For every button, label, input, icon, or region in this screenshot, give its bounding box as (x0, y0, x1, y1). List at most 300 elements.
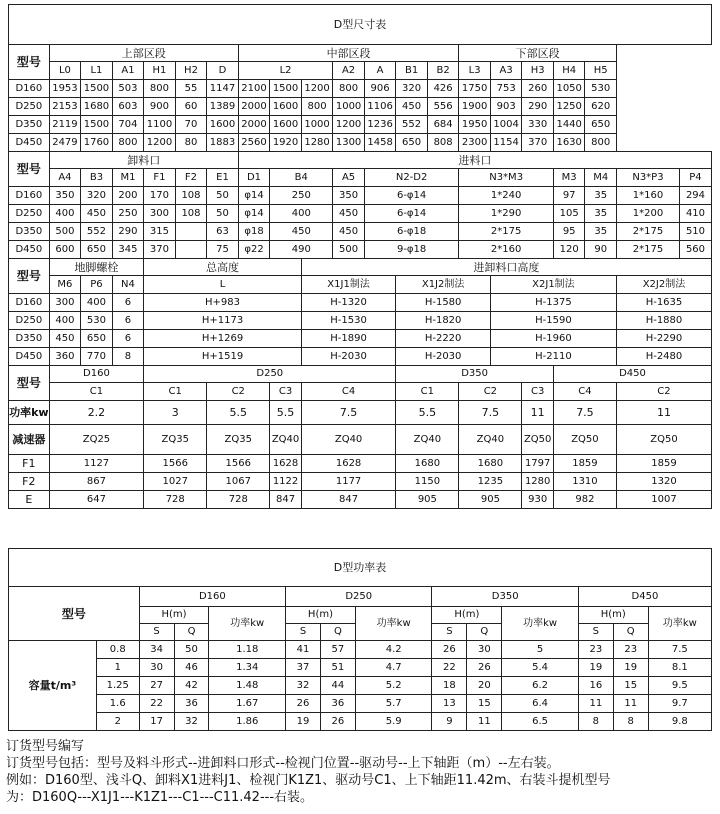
table-cell: 728 (144, 491, 207, 509)
column-header: N3*P3 (616, 169, 679, 187)
model-header: D350 (432, 587, 578, 607)
table-cell: 400 (49, 312, 81, 330)
table-cell: φ18 (238, 223, 270, 241)
column-header: L1 (81, 62, 113, 80)
table-cell (175, 223, 207, 241)
table-cell: H-1590 (490, 312, 616, 330)
column-header: L3 (459, 62, 491, 80)
table-cell: H+1173 (144, 312, 302, 330)
table-row (9, 205, 712, 223)
model-name: D350 (9, 116, 50, 134)
column-header: B3 (81, 169, 113, 187)
table-cell: 410 (679, 205, 711, 223)
table-cell: 19 (613, 659, 648, 677)
table-cell: 18 (432, 677, 467, 695)
table-cell: H-1530 (301, 312, 396, 330)
table-cell: 8 (112, 348, 144, 366)
table-cell: 26 (320, 713, 355, 731)
table-cell: 8.1 (648, 659, 711, 677)
table-cell: 51 (320, 659, 355, 677)
drive-code: C4 (301, 383, 396, 401)
table-cell: H-1820 (396, 312, 491, 330)
title-row (9, 549, 712, 587)
table-cell: 867 (49, 473, 144, 491)
table-cell: 1004 (490, 116, 522, 134)
column-header: B4 (270, 169, 333, 187)
capacity-value: 1.25 (96, 677, 139, 695)
table-cell: 800 (112, 134, 144, 152)
table-cell: 1440 (553, 116, 585, 134)
column-header: H4 (553, 62, 585, 80)
table-row (9, 330, 712, 348)
title-row (9, 5, 712, 45)
table-cell: 5 (502, 641, 579, 659)
q-header: Q (320, 624, 355, 641)
table-cell: H-1375 (490, 294, 616, 312)
model-header: D250 (286, 587, 432, 607)
drive-code: C4 (553, 383, 616, 401)
table-cell: 294 (679, 187, 711, 205)
table-cell: 3 (144, 401, 207, 425)
q-header: Q (174, 624, 209, 641)
table-cell: 6 (112, 330, 144, 348)
table-cell: 450 (81, 205, 113, 223)
order-notes (6, 738, 718, 806)
table-cell: 1320 (616, 473, 711, 491)
column-header: X2J2制法 (616, 276, 711, 294)
table-cell: 1*240 (459, 187, 554, 205)
table-cell: 1200 (144, 134, 176, 152)
table-cell: 30 (139, 659, 174, 677)
empty-cell (616, 134, 711, 152)
model-label: 型号 (9, 366, 50, 401)
table-cell: 1280 (301, 134, 333, 152)
table-cell: H-1890 (301, 330, 396, 348)
column-header: M6 (49, 276, 81, 294)
table-cell: 1500 (270, 80, 302, 98)
table-cell: 450 (333, 223, 365, 241)
drive-row-label: 功率kw (9, 401, 50, 425)
column-header: D (207, 62, 239, 80)
table-cell: 847 (270, 491, 302, 509)
table-cell: 1859 (616, 455, 711, 473)
h-header: H(m) (432, 607, 502, 624)
table-cell: 23 (578, 641, 613, 659)
table-cell: 6.2 (502, 677, 579, 695)
middle-section-header: 中部区段 (238, 45, 459, 62)
table-row (9, 294, 712, 312)
table-cell: H-2480 (616, 348, 711, 366)
table-cell: 170 (144, 187, 176, 205)
table-cell: 1.18 (209, 641, 286, 659)
table-cell: 1680 (459, 455, 522, 473)
drive-code: C2 (459, 383, 522, 401)
table-row (9, 80, 712, 98)
model-name: D160 (9, 80, 50, 98)
table-cell: 42 (174, 677, 209, 695)
table-cell: 1630 (553, 134, 585, 152)
total-height-header: 总高度 (144, 259, 302, 276)
table-cell: 8 (578, 713, 613, 731)
table-cell: 300 (49, 294, 81, 312)
table-cell: 1106 (364, 98, 396, 116)
h-header: H(m) (578, 607, 648, 624)
table-cell: 1280 (522, 473, 554, 491)
size-table (8, 4, 712, 509)
table-row (9, 383, 712, 401)
table-cell: 2000 (238, 98, 270, 116)
table-cell: 1600 (270, 98, 302, 116)
table-cell: 370 (144, 241, 176, 259)
table-row (9, 491, 712, 509)
power-table (8, 548, 712, 731)
table-cell: 5.9 (355, 713, 432, 731)
table-cell: 2000 (238, 116, 270, 134)
table-cell: 2*160 (459, 241, 554, 259)
table-cell: 37 (286, 659, 321, 677)
table-cell: 620 (585, 98, 617, 116)
table-cell: 7.5 (459, 401, 522, 425)
table-cell: H+1519 (144, 348, 302, 366)
table-row (9, 312, 712, 330)
table-cell: 11 (522, 401, 554, 425)
table-cell: 120 (553, 241, 585, 259)
table-cell: 1236 (364, 116, 396, 134)
table-cell: ZQ50 (553, 425, 616, 455)
table-cell: 1067 (207, 473, 270, 491)
table-cell: 1859 (553, 455, 616, 473)
discharge-header: 卸料口 (49, 152, 238, 169)
table-cell: 684 (427, 116, 459, 134)
column-header: M4 (585, 169, 617, 187)
table-cell: 2.2 (49, 401, 144, 425)
table-cell: 6.5 (502, 713, 579, 731)
s-header: S (578, 624, 613, 641)
table-cell: 2*175 (616, 223, 679, 241)
capacity-value: 2 (96, 713, 139, 731)
table-cell: 2119 (49, 116, 81, 134)
table-cell: 15 (613, 677, 648, 695)
table-cell: ZQ40 (459, 425, 522, 455)
column-header: B2 (427, 62, 459, 80)
table-cell: 20 (467, 677, 502, 695)
table-cell: ZQ25 (49, 425, 144, 455)
column-header: A4 (49, 169, 81, 187)
table-cell: ZQ50 (616, 425, 711, 455)
column-header: L (144, 276, 302, 294)
table-row (9, 187, 712, 205)
table-cell: 1127 (49, 455, 144, 473)
table-cell: 400 (81, 294, 113, 312)
table-cell: 770 (81, 348, 113, 366)
table-cell: 7.5 (648, 641, 711, 659)
table-cell: 1628 (301, 455, 396, 473)
table-cell: φ22 (238, 241, 270, 259)
table-cell: 41 (286, 641, 321, 659)
drive-row-label: 减速器 (9, 425, 50, 455)
table-row (9, 276, 712, 294)
table-cell: 32 (286, 677, 321, 695)
table-cell: 80 (175, 134, 207, 152)
drive-model-header: D350 (396, 366, 554, 383)
table-cell: 6-φ18 (364, 223, 459, 241)
table-cell: 560 (679, 241, 711, 259)
anchor-bolt-header: 地脚螺栓 (49, 259, 144, 276)
table-cell: 1154 (490, 134, 522, 152)
table-cell: 9.8 (648, 713, 711, 731)
table-cell: 982 (553, 491, 616, 509)
table-cell: 63 (207, 223, 239, 241)
table-cell: 200 (112, 187, 144, 205)
model-name: D350 (9, 223, 50, 241)
table-cell: 1122 (270, 473, 302, 491)
table-row (9, 695, 712, 713)
table-cell: 800 (333, 80, 365, 98)
table-cell: 250 (112, 205, 144, 223)
power-header: 功率kw (502, 607, 579, 641)
table-cell: φ14 (238, 187, 270, 205)
table-cell: H-2030 (301, 348, 396, 366)
table-cell: 97 (553, 187, 585, 205)
table-cell: 650 (81, 330, 113, 348)
table-cell: 50 (174, 641, 209, 659)
column-header: N4 (112, 276, 144, 294)
table-cell: 647 (49, 491, 144, 509)
table-cell: 2100 (238, 80, 270, 98)
size-table-title: D型尺寸表 (9, 5, 712, 45)
table-row (9, 152, 712, 169)
table-cell: 1200 (301, 80, 333, 98)
empty-cell (616, 116, 711, 134)
power-table-title: D型功率表 (9, 549, 712, 587)
drive-code: C1 (396, 383, 459, 401)
table-cell: 400 (49, 205, 81, 223)
table-cell: 350 (49, 187, 81, 205)
table-cell: 1500 (81, 80, 113, 98)
table-cell: 753 (490, 80, 522, 98)
upper-section-header: 上部区段 (49, 45, 238, 62)
table-cell: 400 (270, 205, 333, 223)
table-cell: 44 (320, 677, 355, 695)
s-header: S (286, 624, 321, 641)
table-cell: 847 (301, 491, 396, 509)
table-cell: 450 (333, 205, 365, 223)
table-cell: 15 (467, 695, 502, 713)
table-cell: 1900 (459, 98, 491, 116)
table-cell: 1147 (207, 80, 239, 98)
table-cell: 250 (270, 187, 333, 205)
model-name: D450 (9, 348, 50, 366)
table-cell: 900 (144, 98, 176, 116)
column-header: B1 (396, 62, 428, 80)
table-cell: 5.5 (207, 401, 270, 425)
table-cell: 1628 (270, 455, 302, 473)
column-header: H5 (585, 62, 617, 80)
column-header: D1 (238, 169, 270, 187)
table-cell: 16 (578, 677, 613, 695)
table-cell: 450 (49, 330, 81, 348)
table-cell: ZQ40 (301, 425, 396, 455)
column-header: M1 (112, 169, 144, 187)
table-cell: 50 (207, 187, 239, 205)
model-label: 型号 (9, 259, 50, 294)
table-cell: 930 (522, 491, 554, 509)
table-cell: 34 (139, 641, 174, 659)
table-cell: ZQ35 (207, 425, 270, 455)
drive-row-label: F2 (9, 473, 50, 491)
table-cell: 1566 (144, 455, 207, 473)
table-cell: 1*290 (459, 205, 554, 223)
table-cell: 1600 (270, 116, 302, 134)
q-header: Q (467, 624, 502, 641)
table-cell: 9.5 (648, 677, 711, 695)
table-cell: 503 (112, 80, 144, 98)
column-header: F2 (175, 169, 207, 187)
drive-code: C1 (144, 383, 207, 401)
table-cell: H-1580 (396, 294, 491, 312)
table-cell: 19 (578, 659, 613, 677)
table-cell: 1000 (333, 98, 365, 116)
table-cell: 36 (320, 695, 355, 713)
s-header: S (432, 624, 467, 641)
table-cell: 5.2 (355, 677, 432, 695)
table-cell: 55 (175, 80, 207, 98)
table-cell: 1389 (207, 98, 239, 116)
table-cell: 290 (522, 98, 554, 116)
table-cell: 75 (207, 241, 239, 259)
table-cell: 315 (144, 223, 176, 241)
table-cell: 27 (139, 677, 174, 695)
column-header: X1J1制法 (301, 276, 396, 294)
table-row (9, 713, 712, 731)
table-cell: 22 (432, 659, 467, 677)
column-header: A1 (112, 62, 144, 80)
h-header: H(m) (139, 607, 209, 624)
drive-model-header: D250 (144, 366, 396, 383)
table-cell: 1.34 (209, 659, 286, 677)
model-name: D160 (9, 294, 50, 312)
table-cell: 35 (585, 205, 617, 223)
column-header: L2 (238, 62, 333, 80)
table-cell: ZQ50 (522, 425, 554, 455)
table-cell: 1007 (616, 491, 711, 509)
drive-row-label: F1 (9, 455, 50, 473)
table-cell: 2153 (49, 98, 81, 116)
model-name: D250 (9, 205, 50, 223)
table-cell: 2*175 (616, 241, 679, 259)
table-cell: H+983 (144, 294, 302, 312)
table-cell: 1.67 (209, 695, 286, 713)
table-cell: 260 (522, 80, 554, 98)
table-cell: 360 (49, 348, 81, 366)
table-cell: 11 (467, 713, 502, 731)
table-cell: 46 (174, 659, 209, 677)
table-cell: 1750 (459, 80, 491, 98)
table-cell: 450 (396, 98, 428, 116)
table-cell: 600 (49, 241, 81, 259)
table-cell: 800 (585, 134, 617, 152)
model-label: 型号 (9, 152, 50, 187)
table-cell: 552 (396, 116, 428, 134)
table-cell: H-2290 (616, 330, 711, 348)
column-header: E1 (207, 169, 239, 187)
table-cell: 105 (553, 205, 585, 223)
table-cell: 650 (396, 134, 428, 152)
table-row (9, 641, 712, 659)
table-cell: 5.5 (396, 401, 459, 425)
empty-cell (616, 62, 711, 80)
model-name: D450 (9, 241, 50, 259)
table-cell: 35 (585, 187, 617, 205)
table-cell: 1050 (553, 80, 585, 98)
table-cell: 906 (364, 80, 396, 98)
table-cell: 1300 (333, 134, 365, 152)
capacity-label: 容量t/m³ (9, 641, 97, 731)
table-cell: H-1320 (301, 294, 396, 312)
table-cell: 108 (175, 205, 207, 223)
empty-cell (616, 45, 711, 62)
table-cell: 6-φ14 (364, 205, 459, 223)
table-cell: 8 (613, 713, 648, 731)
table-cell: H-2030 (396, 348, 491, 366)
table-row (9, 241, 712, 259)
drive-code: C3 (522, 383, 554, 401)
table-cell: 450 (270, 223, 333, 241)
table-cell: ZQ35 (144, 425, 207, 455)
table-cell: 350 (333, 187, 365, 205)
table-cell: 57 (320, 641, 355, 659)
q-header: Q (613, 624, 648, 641)
table-row (9, 473, 712, 491)
table-cell: 2560 (238, 134, 270, 152)
table-cell: 1600 (207, 116, 239, 134)
model-name: D350 (9, 330, 50, 348)
table-cell: ZQ40 (270, 425, 302, 455)
table-cell: 32 (174, 713, 209, 731)
table-cell: 704 (112, 116, 144, 134)
model-name: D250 (9, 312, 50, 330)
drive-code: C3 (270, 383, 302, 401)
table-cell: 556 (427, 98, 459, 116)
table-cell: 530 (81, 312, 113, 330)
table-cell: 650 (81, 241, 113, 259)
drive-code: C1 (49, 383, 144, 401)
table-cell: 490 (270, 241, 333, 259)
table-cell: 1235 (459, 473, 522, 491)
lower-section-header: 下部区段 (459, 45, 617, 62)
table-row (9, 348, 712, 366)
table-cell: 426 (427, 80, 459, 98)
h-header: H(m) (286, 607, 356, 624)
table-cell: 50 (207, 205, 239, 223)
column-header: A (364, 62, 396, 80)
column-header: X1J2制法 (396, 276, 491, 294)
table-cell: 9.7 (648, 695, 711, 713)
model-name: D160 (9, 187, 50, 205)
table-cell: 60 (175, 98, 207, 116)
table-cell: 36 (174, 695, 209, 713)
column-header: A2 (333, 62, 365, 80)
table-cell: 95 (553, 223, 585, 241)
table-cell: 7.5 (553, 401, 616, 425)
table-cell: H+1269 (144, 330, 302, 348)
table-cell: 1920 (270, 134, 302, 152)
column-header: H1 (144, 62, 176, 80)
column-header: L0 (49, 62, 81, 80)
table-cell: 1310 (553, 473, 616, 491)
table-cell: 500 (333, 241, 365, 259)
notes-line1: 订货型号包括：型号及料斗形式--进卸料口形式--检视门位置--驱动号--上下轴距（m）--左右装。 (6, 756, 560, 771)
